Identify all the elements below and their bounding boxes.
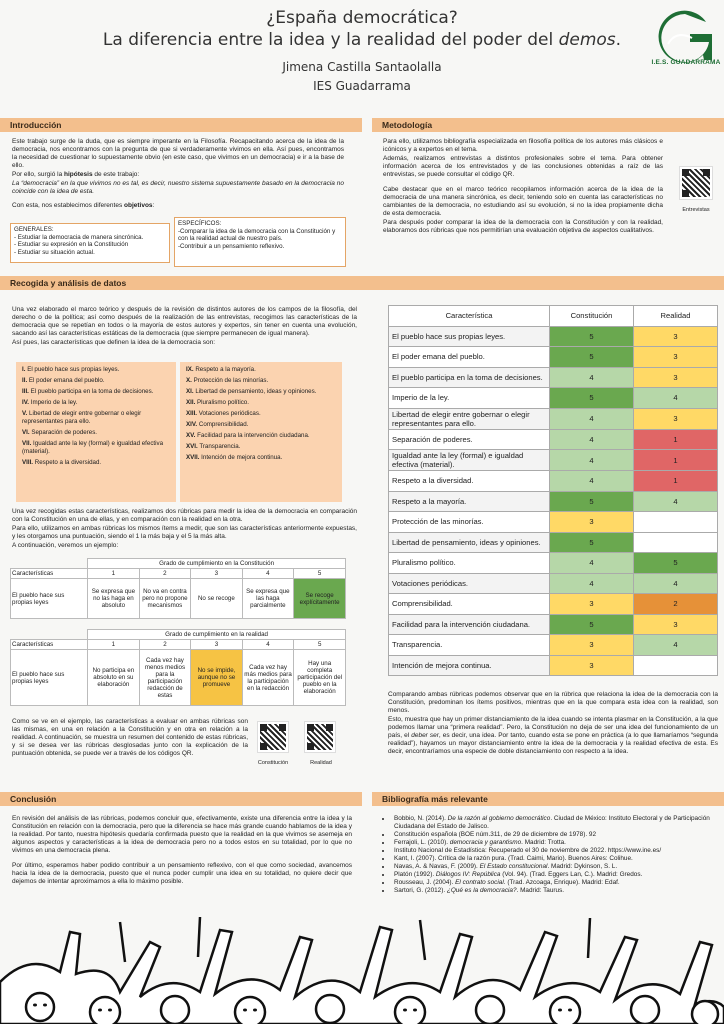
characteristic-item: XI. Libertad de pensamiento, ideas y opiniones. [186, 388, 317, 395]
reality-score [634, 532, 718, 553]
summary-characteristic: El poder emana del pueblo. [389, 347, 550, 368]
characteristic-item: II. El poder emana del pueblo. [22, 377, 105, 384]
reality-score: 2 [634, 594, 718, 615]
summary-row [389, 450, 718, 471]
summary-row [389, 594, 718, 615]
reality-score [634, 655, 718, 676]
summary-row [389, 614, 718, 635]
reality-score: 1 [634, 429, 718, 450]
characteristic-item: X. Protección de las minorías. [186, 377, 269, 384]
crowd-raised-hands-illustration [0, 912, 724, 1024]
constitution-score: 4 [550, 367, 634, 388]
comparison-text: Comparando ambas rúbricas podemos observar que en la rúbrica que relaciona la idea de la democracia con la Constitución, predominan los ítems positivos, mientras que en la que compara esta idea con la realidad, son menos. Esto, muestra que hay un primer distanciamiento de la idea cuando se intenta plasmar en la Constitución, a la que podemos llamar una “primera realidad”. Pero, la Constitución no deja de ser una idea del funcionamiento de un país, el deber ser, es decir, una idea. Por tanto, cuando esta se pone en práctica (a lo que llamaríamos “segunda realidad”), hayamos un mayor distanciamiento entre la idea de la democracia y la realidad efectiva de esta. Es decir, encontraríamos una especie de doble distanciamiento con respecto a la idea. [388, 691, 719, 755]
characteristic-item: XVI. Transparencia. [186, 443, 241, 450]
qr-explanation-text: Como se ve en el ejemplo, las características a evaluar en ambas rúbricas son las mismas, en una en relación a la Constitución y en otra en relación a la realidad. A continuación, se muestra un resumen del contenido de estas rúbricas, y si se desea ver las rúbricas desglosadas junto con la explicación de la puntuación obtenida, se puede ver a través de los códigos QR. [12, 718, 248, 757]
characteristic-item: XII. Pluralismo político. [186, 399, 249, 406]
summary-row [389, 471, 718, 492]
reality-score: 1 [634, 471, 718, 492]
summary-characteristic: El pueblo participa en la toma de decisiones. [389, 367, 550, 388]
characteristic-item: XV. Facilidad para la intervención ciudadana. [186, 432, 310, 439]
constitution-qr-label: Constitución [257, 760, 289, 766]
summary-characteristic: Transparencia. [389, 635, 550, 656]
summary-row [389, 326, 718, 347]
constitution-score: 5 [550, 491, 634, 512]
constitution-score: 3 [550, 512, 634, 533]
summary-row [389, 635, 718, 656]
bibliography-item: • Instituto Nacional de Estadística: Recuperado el 30 de noviembre de 2022. https://www.ine.es/ [392, 847, 712, 855]
bibliography-item: • Sartori, G. (2012). ¿Qué es la democracia?. Madrid: Taurus. [392, 887, 712, 895]
constitution-score: 4 [550, 553, 634, 574]
constitution-score: 5 [550, 532, 634, 553]
summary-characteristic: Igualdad ante la ley (formal) e igualdad efectiva (material). [389, 450, 550, 471]
characteristic-item: XVII. Intención de mejora continua. [186, 454, 283, 461]
summary-characteristic: Protección de las minorías. [389, 512, 550, 533]
method-heading: Metodología [372, 118, 724, 132]
reality-score: 3 [634, 408, 718, 429]
summary-row [389, 429, 718, 450]
summary-characteristic: Libertad de pensamiento, ideas y opiniones. [389, 532, 550, 553]
rubrics-summary-table [388, 305, 718, 676]
constitution-score: 4 [550, 450, 634, 471]
summary-characteristic: Comprensibilidad. [389, 594, 550, 615]
constitution-score: 3 [550, 594, 634, 615]
rubric-reality-table: Grado de cumplimiento en la realidad Características 1 2 3 4 5 El pueblo hace sus propias leyes No participa en absoluto en su elaboración Cada vez hay menos medios para la participación redacción de estas No se impide, aunque no se promueve Cada vez hay más medios para la participación en la redacción Hay una completa participación del pueblo en la elaboración [10, 629, 346, 706]
reality-score: 3 [634, 367, 718, 388]
bibliography-item: • Rousseau, J. (2004). El contrato social. (Trad. Azcoaga, Enrique). Madrid: Edaf. [392, 879, 712, 887]
school-name: IES Guadarrama [313, 79, 411, 93]
constitution-qr-code[interactable] [258, 722, 288, 752]
characteristic-item: IV. Imperio de la ley. [22, 399, 78, 406]
summary-row [389, 388, 718, 409]
reality-qr-label: Realidad [310, 760, 332, 766]
characteristic-item: VII. Igualdad ante la ley (formal) e igualdad efectiva (material). [22, 440, 164, 455]
col-header-reality: Realidad [634, 306, 718, 327]
constitution-score: 4 [550, 471, 634, 492]
characteristic-item: IX. Respeto a la mayoría. [186, 366, 256, 373]
characteristic-item: VIII. Respeto a la diversidad. [22, 459, 102, 466]
constitution-score: 5 [550, 388, 634, 409]
bibliography-item: • Navas, A. & Navas, F. (2009). El Estado constitucional. Madrid: Dykinson, S. L. [392, 863, 712, 871]
interviews-qr-label: Entrevistas [682, 207, 710, 213]
constitution-score: 5 [550, 326, 634, 347]
summary-characteristic: Imperio de la ley. [389, 388, 550, 409]
summary-row [389, 512, 718, 533]
constitution-score: 4 [550, 573, 634, 594]
bibliography-list [382, 815, 712, 895]
characteristic-item: XIV. Comprensibilidad. [186, 421, 249, 428]
summary-row [389, 532, 718, 553]
reality-score: 4 [634, 573, 718, 594]
poster-subtitle: La diferencia entre la idea y la realidad del poder del demos. [102, 30, 622, 50]
bibliography-item: • Platón (1992). Diálogos IV: República (Vol. 94). (Trad. Eggers Lan, C.). Madrid: Gredos. [392, 871, 712, 879]
reality-score [634, 512, 718, 533]
reality-score: 3 [634, 326, 718, 347]
reality-score: 1 [634, 450, 718, 471]
rubric-title: Grado de cumplimiento en la realidad [88, 630, 346, 640]
reality-score: 3 [634, 347, 718, 368]
data-heading: Recogida y análisis de datos [0, 276, 724, 290]
summary-characteristic: Votaciones periódicas. [389, 573, 550, 594]
intro-text: Este trabajo surge de la duda, que es siempre imperante en la Filosofía. Recapacitando acerca de la idea de la democracia, nos encontramos con la pregunta de que si verdaderamente vivimos en ella. Así pues, encontramos la necesidad de cuestionar lo supuestamente obvio (en este caso, que vivimos en un democracia) e ir a la base de ello. Por ello, surgió la hipótesis de este trabajo: La “democracia” en la que vivimos no es tal, es decir, nuestro sistema supuestamente basado en la democracia no coincide con la idea de esta. Con esta, nos establecimos diferentes objetivos: [12, 138, 344, 209]
summary-characteristic: El pueblo hace sus propias leyes. [389, 326, 550, 347]
summary-characteristic: Separación de poderes. [389, 429, 550, 450]
constitution-score: 4 [550, 408, 634, 429]
constitution-score: 5 [550, 347, 634, 368]
summary-characteristic: Libertad de elegir entre gobernar o elegir representantes para ello. [389, 408, 550, 429]
bibliography-item: • Kant, I. (2007). Crítica de la razón pura. (Trad. Caimi, Mario). Buenos Aires: Colihue. [392, 855, 712, 863]
conclusion-heading: Conclusión [0, 792, 362, 806]
bibliography-item: • Constitución española (BOE núm.311, de 29 de diciembre de 1978). 92 [392, 831, 712, 839]
summary-row [389, 367, 718, 388]
constitution-score: 3 [550, 635, 634, 656]
bibliography-item: • Bobbio, N. (2014). De la razón al gobierno democrático. Ciudad de México: Instituto Electoral y de Participación Ciudadana del Estado de Jalisco. [392, 815, 712, 831]
summary-row [389, 655, 718, 676]
rubric-title: Grado de cumplimiento en la Constitución [88, 559, 346, 569]
summary-row [389, 408, 718, 429]
general-objectives-box: GENERALES: - Estudiar la democracia de manera sincrónica. - Estudiar su expresión en la Constitución - Estudiar su situación actual. [10, 223, 170, 263]
rubric-explanation-text: Una vez recogidas estas características, realizamos dos rúbricas para medir la idea de la democracia en comparación con la Constitución en una de ellas, y en comparación con la realidad en la otra. Para ello, utilizamos en ambas rúbricas los mismos ítems a medir, que son las características anteriormente expuestas, y les otorgamos una puntuación, siendo el 1 la más baja y el 5 la más alta. A continuación, veremos un ejemplo: [12, 508, 357, 549]
data-intro-text: Una vez elaborado el marco teórico y después de la revisión de distintos autores de los campos de la filosofía, del derecho o de la política; así como después de la realización de las entrevistas, recogimos las características de la democracia que se repetían en todos o la mayoría de estos autores y expertos, sin tener en cuenta una evolución, sacando así las características estáticas de la democracia (que siempre permanecen de igual manera). Así pues, las características que definen la idea de la democracia son: [12, 306, 357, 346]
summary-characteristic: Respeto a la diversidad. [389, 471, 550, 492]
reality-score: 4 [634, 635, 718, 656]
characteristics-list-right [180, 362, 342, 502]
reality-score: 5 [634, 553, 718, 574]
summary-row [389, 573, 718, 594]
summary-row [389, 347, 718, 368]
reality-score: 4 [634, 388, 718, 409]
specific-objectives-box: ESPECÍFICOS: -Comparar la idea de la democracia con la Constitución y con la realidad actual de nuestro país. -Contribuir a un pensamiento reflexivo. [174, 217, 346, 267]
summary-row [389, 553, 718, 574]
constitution-score: 4 [550, 429, 634, 450]
characteristic-item: I. El pueblo hace sus propias leyes. [22, 366, 120, 373]
poster-title: ¿España democrática? [266, 8, 458, 28]
method-text: Para ello, utilizamos bibliografía especializada en filosofía política de los autores más clásicos e icónicos y a expertos en el tema. Además, realizamos entrevistas a distintos profesionales sobre el tema. Para obtener información acerca de los entrevistados y de las conclusiones obtenidas a raíz de las entrevistas, se puede consultar el código QR. Cabe destacar que en el marco teórico recopilamos información acerca de la idea de la democracia de una manera sincrónica, es decir, teniendo solo en cuenta las características no cambiantes de la democracia, no estudiando así su evolución, si no la idea propiamente dicha de esta democracia. Para después poder comparar la idea de la democracia con la Constitución y con la realidad, elaboramos dos rúbricas que nos permitirían una evaluación objetiva de aspectos cualitativos. [383, 138, 663, 234]
author-name: Jimena Castilla Santaolalla [282, 60, 442, 74]
characteristic-item: XIII. Votaciones periódicas. [186, 410, 261, 417]
summary-characteristic: Intención de mejora continua. [389, 655, 550, 676]
constitution-score: 5 [550, 614, 634, 635]
summary-characteristic: Facilidad para la intervención ciudadana. [389, 614, 550, 635]
col-header-constitution: Constitución [550, 306, 634, 327]
bibliography-item: • Ferrajoli, L. (2010). democracia y garantismo. Madrid: Trotta. [392, 839, 712, 847]
reality-score: 4 [634, 491, 718, 512]
interviews-qr-code[interactable] [680, 167, 712, 199]
conclusion-text: En revisión del análisis de las rúbricas, podemos concluir que, efectivamente, existe una diferencia entre la idea y la Constitución en relación con la democracia, pero que la diferencia se hace más grande cuando hablamos de la idea y la realidad. Por tanto, nuestra hipótesis quedaría confirmada puesto que la realidad en la que vivimos se asemeja en algunos aspectos y características a la idea de democracia pero no a todos estos en su totalidad, por lo que no vivimos en una democracia plena. Por último, esperamos haber podido contribuir a un pensamiento reflexivo, con el que como sociedad, avancemos hacia la idea de la democracia, puesto que el nunca poder cumplir una idea en su totalidad, no quiere decir que dejemos de intentar aproximarnos a ella lo máximo posible. [12, 815, 352, 885]
reality-qr-code[interactable] [305, 722, 335, 752]
summary-characteristic: Respeto a la mayoría. [389, 491, 550, 512]
characteristic-item: VI. Separación de poderes. [22, 429, 98, 436]
constitution-score: 3 [550, 655, 634, 676]
rubric-constitution-table: Grado de cumplimiento en la Constitución Características 1 2 3 4 5 El pueblo hace sus propias leyes Se expresa que no las haga en absoluto No va en contra pero no propone mecanismos No se recoge Se expresa que las haga parcialmente Se recoge explícitamente [10, 558, 346, 619]
characteristic-item: III. El pueblo participa en la toma de decisiones. [22, 388, 154, 395]
reality-score: 3 [634, 614, 718, 635]
characteristic-item: V. Libertad de elegir entre gobernar o elegir representantes para ello. [22, 410, 142, 425]
characteristics-list-left [16, 362, 176, 502]
school-logo-text: I.E.S. GUADARRAMA [651, 59, 721, 66]
col-header-characteristic: Característica [389, 306, 550, 327]
summary-characteristic: Pluralismo político. [389, 553, 550, 574]
bibliography-heading: Bibliografía más relevante [372, 792, 724, 806]
summary-row [389, 491, 718, 512]
intro-heading: Introducción [0, 118, 362, 132]
